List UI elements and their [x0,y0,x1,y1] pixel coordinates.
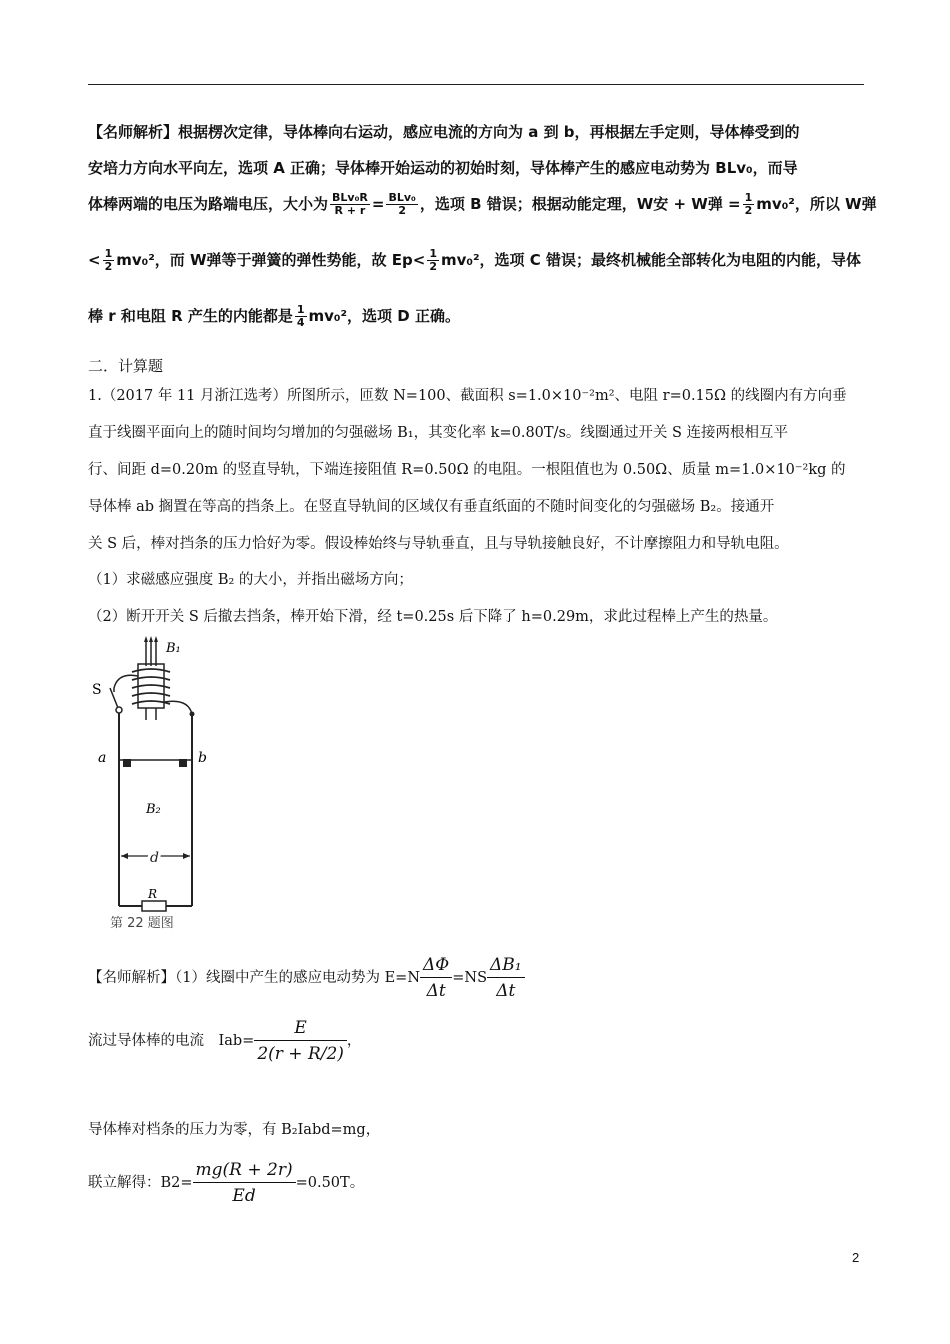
header-rule [88,84,864,85]
solution-line-4: 联立解得：B2= $\frac{mg(R + 2r)}{Ed}$ =0.50T。 [88,1160,365,1206]
label-b1: B₁ [166,641,181,656]
solution-line-1: 【名师解析】（1）线圈中产生的感应电动势为 E=N $\frac{\Delta\Phi}{\Delta t}$ =NS $\frac{\text{ΔB₁}}{\Delta t}$ [88,955,525,1001]
question-2: （2）断开开关 S 后撤去挡条，棒开始下滑，经 t=0.25s 后下降了 h=0.29m，求此过程棒上产生的热量。 [88,609,778,625]
problem-line-5: 关 S 后，棒对挡条的压力恰好为零。假设棒始终与导轨垂直，且与导轨接触良好，不计摩擦阻力和导轨电阻。 [88,536,789,552]
analysis-line-1: 【名师解析】根据楞次定律，导体棒向右运动，感应电流的方向为 a 到 b，再根据左手定则，导体棒受到的 [88,123,800,141]
fraction: $\frac{\Delta\Phi}{\Delta t}$ [420,955,452,1001]
question-1: （1）求磁感应强度 B₂ 的大小，并指出磁场方向； [88,572,413,588]
label-s: S [92,682,102,698]
solution-line-3: 导体棒对档条的压力为零，有 B₂Iabd=mg， [88,1122,381,1138]
label-d: d [150,850,159,866]
section-title: 二．计算题 [88,357,164,375]
solution-line-2: 流过导体棒的电流 Iab= $\frac{E}{2(r + R/2)}$ ， [88,1018,362,1064]
fraction: $\frac{1}{2}$ [744,191,753,217]
fraction: $\frac{\text{BLv₀}}{2}$ [388,191,416,217]
page-number: 2 [852,1250,860,1265]
circuit-figure [88,636,218,932]
fraction: $\frac{E}{2(r + R/2)}$ [254,1018,347,1064]
label-a: a [98,750,107,766]
fraction: $\frac{1}{4}$ [296,303,305,329]
analysis-line-5: 棒 r 和电阻 R 产生的内能都是 $\frac{1}{4}$ mv₀²，选项 D 正确。 [88,303,460,329]
problem-line-1: 1.（2017 年 11 月浙江选考）所图所示，匝数 N=100、截面积 s=1.0×10⁻²m²、电阻 r=0.15Ω 的线圈内有方向垂 [88,388,847,404]
label-r: R [148,887,158,901]
analysis-line-2: 安培力方向水平向左，选项 A 正确；导体棒开始运动的初始时刻，导体棒产生的感应电动势为 BLv₀，而导 [88,159,798,177]
fraction: $\frac{\text{ΔB₁}}{\Delta t}$ [487,955,525,1001]
label-b: b [198,750,207,766]
label-b2: B₂ [146,802,161,817]
fraction: $\frac{mg(R + 2r)}{Ed}$ [193,1160,296,1206]
problem-line-4: 导体棒 ab 搁置在等高的挡条上。在竖直导轨间的区域仅有垂直纸面的不随时间变化的匀强磁场 B₂。接通开 [88,499,775,515]
problem-line-2: 直于线圈平面向上的随时间均匀增加的匀强磁场 B₁，其变化率 k=0.80T/s。线圈通过开关 S 连接两根相互平 [88,425,789,441]
fraction: $\frac{1}{2}$ [104,247,113,273]
problem-line-3: 行、间距 d=0.20m 的竖直导轨，下端连接阻值 R=0.50Ω 的电阻。一根阻值也为 0.50Ω、质量 m=1.0×10⁻²kg 的 [88,462,846,478]
fraction: $\frac{\text{BLv₀R}}{R + r}$ [332,191,368,217]
figure-caption: 第 22 题图 [110,916,174,931]
analysis-line-4: < $\frac{1}{2}$ mv₀²，而 W弹等于弹簧的弹性势能，故 Ep< $\frac{1}{2}$ mv₀²，选项 C 错误；最终机械能全部转化为电阻的内能，导体 [88,247,861,273]
analysis-line-3: 体棒两端的电压为路端电压，大小为 $\frac{\text{BLv₀R}}{R + r}$ = $\frac{\text{BLv₀}}{2}$ ，选项 B 错误；根据动能定理，W安 + W弹 = $\frac{1}{2}$ mv₀²，所以 W弹 [88,191,877,217]
fraction: $\frac{1}{2}$ [429,247,437,273]
